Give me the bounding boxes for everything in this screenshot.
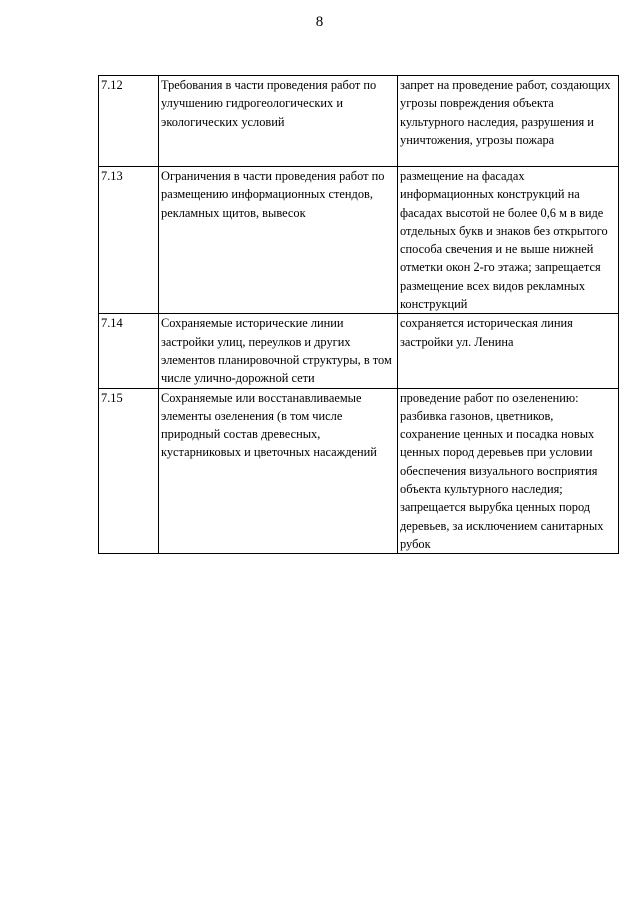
table-row — [99, 314, 619, 388]
requirement-name-cell: Сохраняемые исторические линии застройки улиц, переулков и других элементов планировочной структуры, в том числе улично-дорожной сети — [159, 314, 398, 388]
requirement-value-cell: запрет на проведение работ, создающих угрозы повреждения объекта культурного наследия, разрушения и уничтожения, угрозы пожара — [398, 76, 619, 167]
row-number-cell: 7.15 — [99, 388, 159, 554]
requirement-value-cell: проведение работ по озеленению: разбивка газонов, цветников, сохранение ценных и посадка новых ценных пород деревьев при условии обеспечения визуального восприятия объекта культурного наследия; запрещается вырубка ценных пород деревьев, за исключением санитарных рубок — [398, 388, 619, 554]
table-row — [99, 76, 619, 167]
requirements-table — [98, 75, 619, 554]
row-number-cell: 7.14 — [99, 314, 159, 388]
page-number: 8 — [315, 14, 324, 30]
requirement-name-cell: Сохраняемые или восстанавливаемые элементы озеленения (в том числе природный состав древесных, кустарниковых и цветочных насаждений — [159, 388, 398, 554]
table-row — [99, 388, 619, 554]
requirement-name-cell: Ограничения в части проведения работ по размещению информационных стендов, рекламных щитов, вывесок — [159, 167, 398, 314]
table-row — [99, 167, 619, 314]
requirement-name-cell: Требования в части проведения работ по улучшению гидрогеологических и экологических условий — [159, 76, 398, 167]
requirement-value-cell: размещение на фасадах информационных конструкций на фасадах высотой не более 0,6 м в виде отдельных букв и знаков без открытого способа свечения и не выше нижней отметки окон 2-го этажа; запрещается размещение всех видов рекламных конструкций — [398, 167, 619, 314]
requirement-value-cell: сохраняется историческая линия застройки ул. Ленина — [398, 314, 619, 388]
row-number-cell: 7.13 — [99, 167, 159, 314]
row-number-cell: 7.12 — [99, 76, 159, 167]
